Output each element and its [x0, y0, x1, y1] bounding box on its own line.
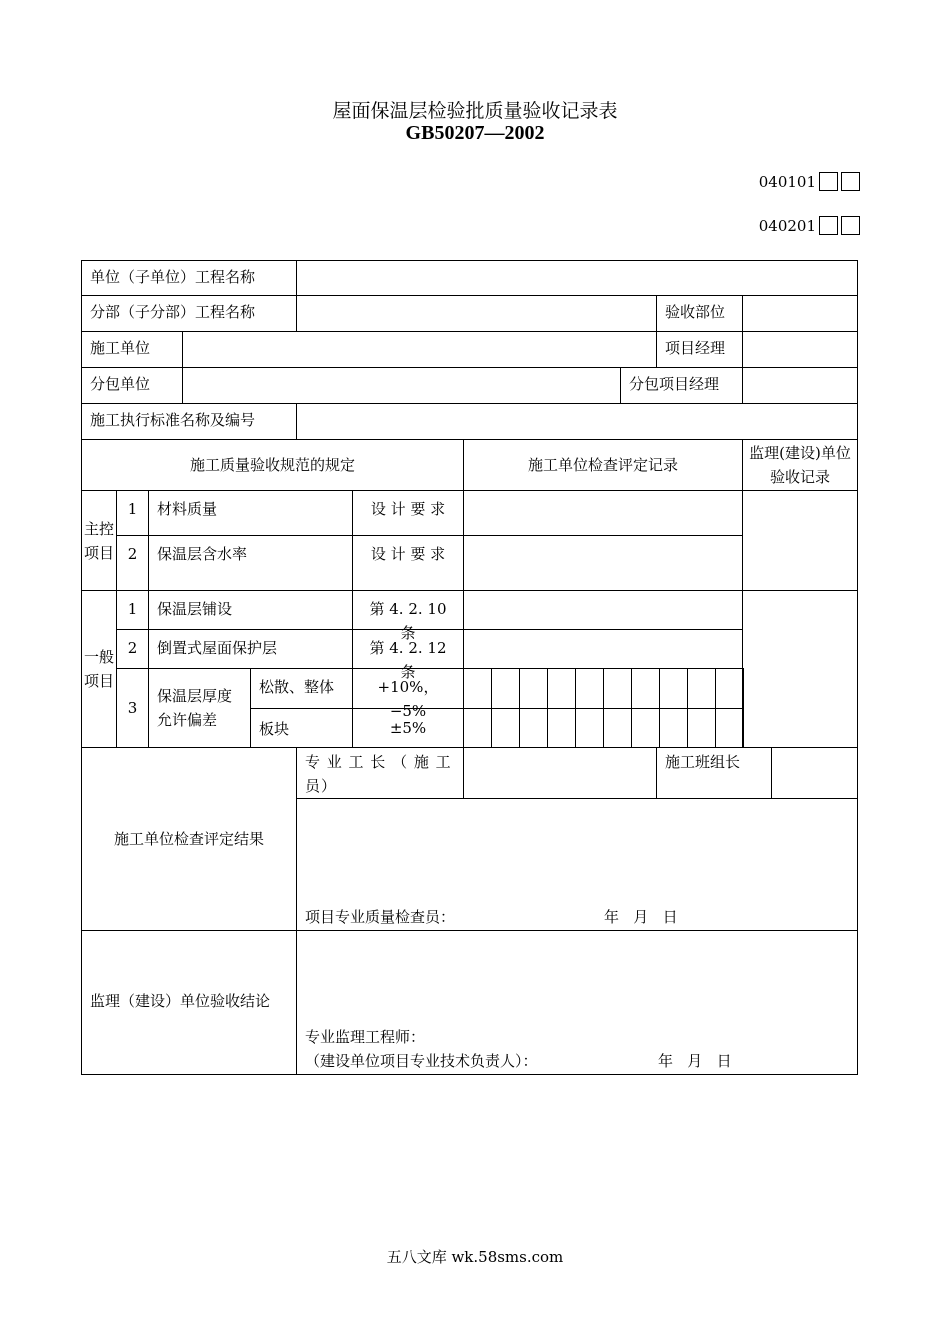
- team-leader-label: 施工班组长: [656, 747, 772, 799]
- item-number: 3: [116, 668, 149, 748]
- item-requirement: 第 4. 2. 12 条: [352, 629, 464, 669]
- measurement-cell[interactable]: [687, 708, 716, 748]
- result-content[interactable]: [296, 798, 858, 931]
- code-checkbox[interactable]: [841, 172, 860, 191]
- form-code: 040101: [758, 172, 816, 191]
- code-checkbox[interactable]: [841, 216, 860, 235]
- conclusion-label: 监理（建设）单位验收结论: [90, 991, 271, 1010]
- foreman-label: 专 业 工 长 （ 施 工 员）: [296, 747, 464, 799]
- engineer-label: 专业监理工程师：: [305, 1028, 426, 1046]
- thickness-type: 板块: [250, 708, 353, 748]
- form-title: 屋面保温层检验批质量验收记录表: [332, 100, 618, 122]
- label-subcontract-unit: 分包单位: [81, 367, 183, 404]
- conclusion-box: [81, 930, 297, 1075]
- record-cell[interactable]: [463, 629, 743, 669]
- code-line-2: [759, 216, 860, 235]
- code-checkbox[interactable]: [819, 216, 838, 235]
- value-sub-project[interactable]: [296, 295, 657, 332]
- measurement-cell[interactable]: [491, 668, 520, 709]
- value-construction-unit[interactable]: [182, 331, 657, 368]
- measurement-cell[interactable]: [575, 668, 604, 709]
- header-record: 施工单位检查评定记录: [463, 439, 743, 491]
- code-line-1: [759, 172, 860, 191]
- item-number: 2: [116, 535, 149, 591]
- standard-code: GB50207—2002: [405, 122, 545, 144]
- thickness-name: [148, 668, 251, 748]
- record-cell[interactable]: [463, 535, 743, 591]
- value-subcontract-unit[interactable]: [182, 367, 621, 404]
- foreman-value[interactable]: [463, 747, 657, 799]
- header-spec: 施工质量验收规范的规定: [81, 439, 464, 491]
- supervision-cell[interactable]: [742, 590, 858, 748]
- value-subcontract-manager[interactable]: [742, 367, 858, 404]
- item-name: 保温层铺设: [148, 590, 353, 630]
- record-cell[interactable]: [463, 490, 743, 536]
- label-subcontract-manager: 分包项目经理: [620, 367, 743, 404]
- value-standard-name[interactable]: [296, 403, 858, 440]
- owner-label: （建设单位项目专业技术负责人）：: [305, 1052, 538, 1070]
- result-label: 施工单位检查评定结果: [81, 747, 297, 931]
- inspector-label: 项目专业质量检查员：: [305, 908, 456, 926]
- value-acceptance-part[interactable]: [742, 295, 858, 332]
- label-construction-unit: 施工单位: [81, 331, 183, 368]
- measurement-cell[interactable]: [659, 708, 688, 748]
- conclusion-date: 年 月 日: [658, 1052, 732, 1070]
- result-date: 年 月 日: [604, 908, 678, 926]
- measurement-cell[interactable]: [715, 708, 744, 748]
- item-name: 保温层含水率: [148, 535, 353, 591]
- label-acceptance-part: 验收部位: [656, 295, 743, 332]
- item-number: 1: [116, 590, 149, 630]
- item-requirement: 设 计 要 求: [352, 490, 464, 536]
- label-unit-project: 单位（子单位）工程名称: [81, 260, 297, 296]
- measurement-cell[interactable]: [603, 708, 632, 748]
- measurement-cell[interactable]: [547, 668, 576, 709]
- item-name: 材料质量: [148, 490, 353, 536]
- thickness-type: 松散、整体: [250, 668, 353, 709]
- item-name: 倒置式屋面保护层: [148, 629, 353, 669]
- team-leader-value[interactable]: [771, 747, 858, 799]
- measurement-cell[interactable]: [603, 668, 632, 709]
- label-sub-project: 分部（子分部）工程名称: [81, 295, 297, 332]
- header-supervision: 监理(建设)单位验收记录: [742, 439, 858, 491]
- measurement-cell[interactable]: [491, 708, 520, 748]
- measurement-cell[interactable]: [659, 668, 688, 709]
- supervision-cell[interactable]: [742, 490, 858, 591]
- measurement-cell[interactable]: [575, 708, 604, 748]
- thickness-name-text: 保温层厚度允许偏差: [157, 687, 233, 729]
- measurement-cell[interactable]: [463, 668, 492, 709]
- label-standard-name: 施工执行标准名称及编号: [81, 403, 297, 440]
- form-code: 040201: [758, 216, 816, 235]
- measurement-cell[interactable]: [631, 668, 660, 709]
- general-label: 一般项目: [81, 590, 117, 748]
- acceptance-table: [81, 260, 858, 1075]
- measurement-cell[interactable]: [715, 668, 744, 709]
- item-number: 1: [116, 490, 149, 536]
- conclusion-content[interactable]: [296, 930, 858, 1075]
- measurement-cell[interactable]: [519, 668, 548, 709]
- measurement-cell[interactable]: [687, 668, 716, 709]
- measurement-cell[interactable]: [519, 708, 548, 748]
- measurement-cell[interactable]: [547, 708, 576, 748]
- value-project-manager[interactable]: [742, 331, 858, 368]
- item-requirement: 设 计 要 求: [352, 535, 464, 591]
- footer-watermark: 五八文库 wk.58sms.com: [386, 1248, 564, 1266]
- item-number: 2: [116, 629, 149, 669]
- code-checkbox[interactable]: [819, 172, 838, 191]
- main-control-label: 主控项目: [81, 490, 117, 591]
- thickness-tolerance: +10%，−5%: [352, 668, 464, 709]
- thickness-tolerance: ±5%: [352, 708, 464, 748]
- item-requirement: 第 4. 2. 10 条: [352, 590, 464, 630]
- record-cell[interactable]: [463, 590, 743, 630]
- measurement-cell[interactable]: [631, 708, 660, 748]
- measurement-cell[interactable]: [463, 708, 492, 748]
- label-project-manager: 项目经理: [656, 331, 743, 368]
- value-unit-project[interactable]: [296, 260, 858, 296]
